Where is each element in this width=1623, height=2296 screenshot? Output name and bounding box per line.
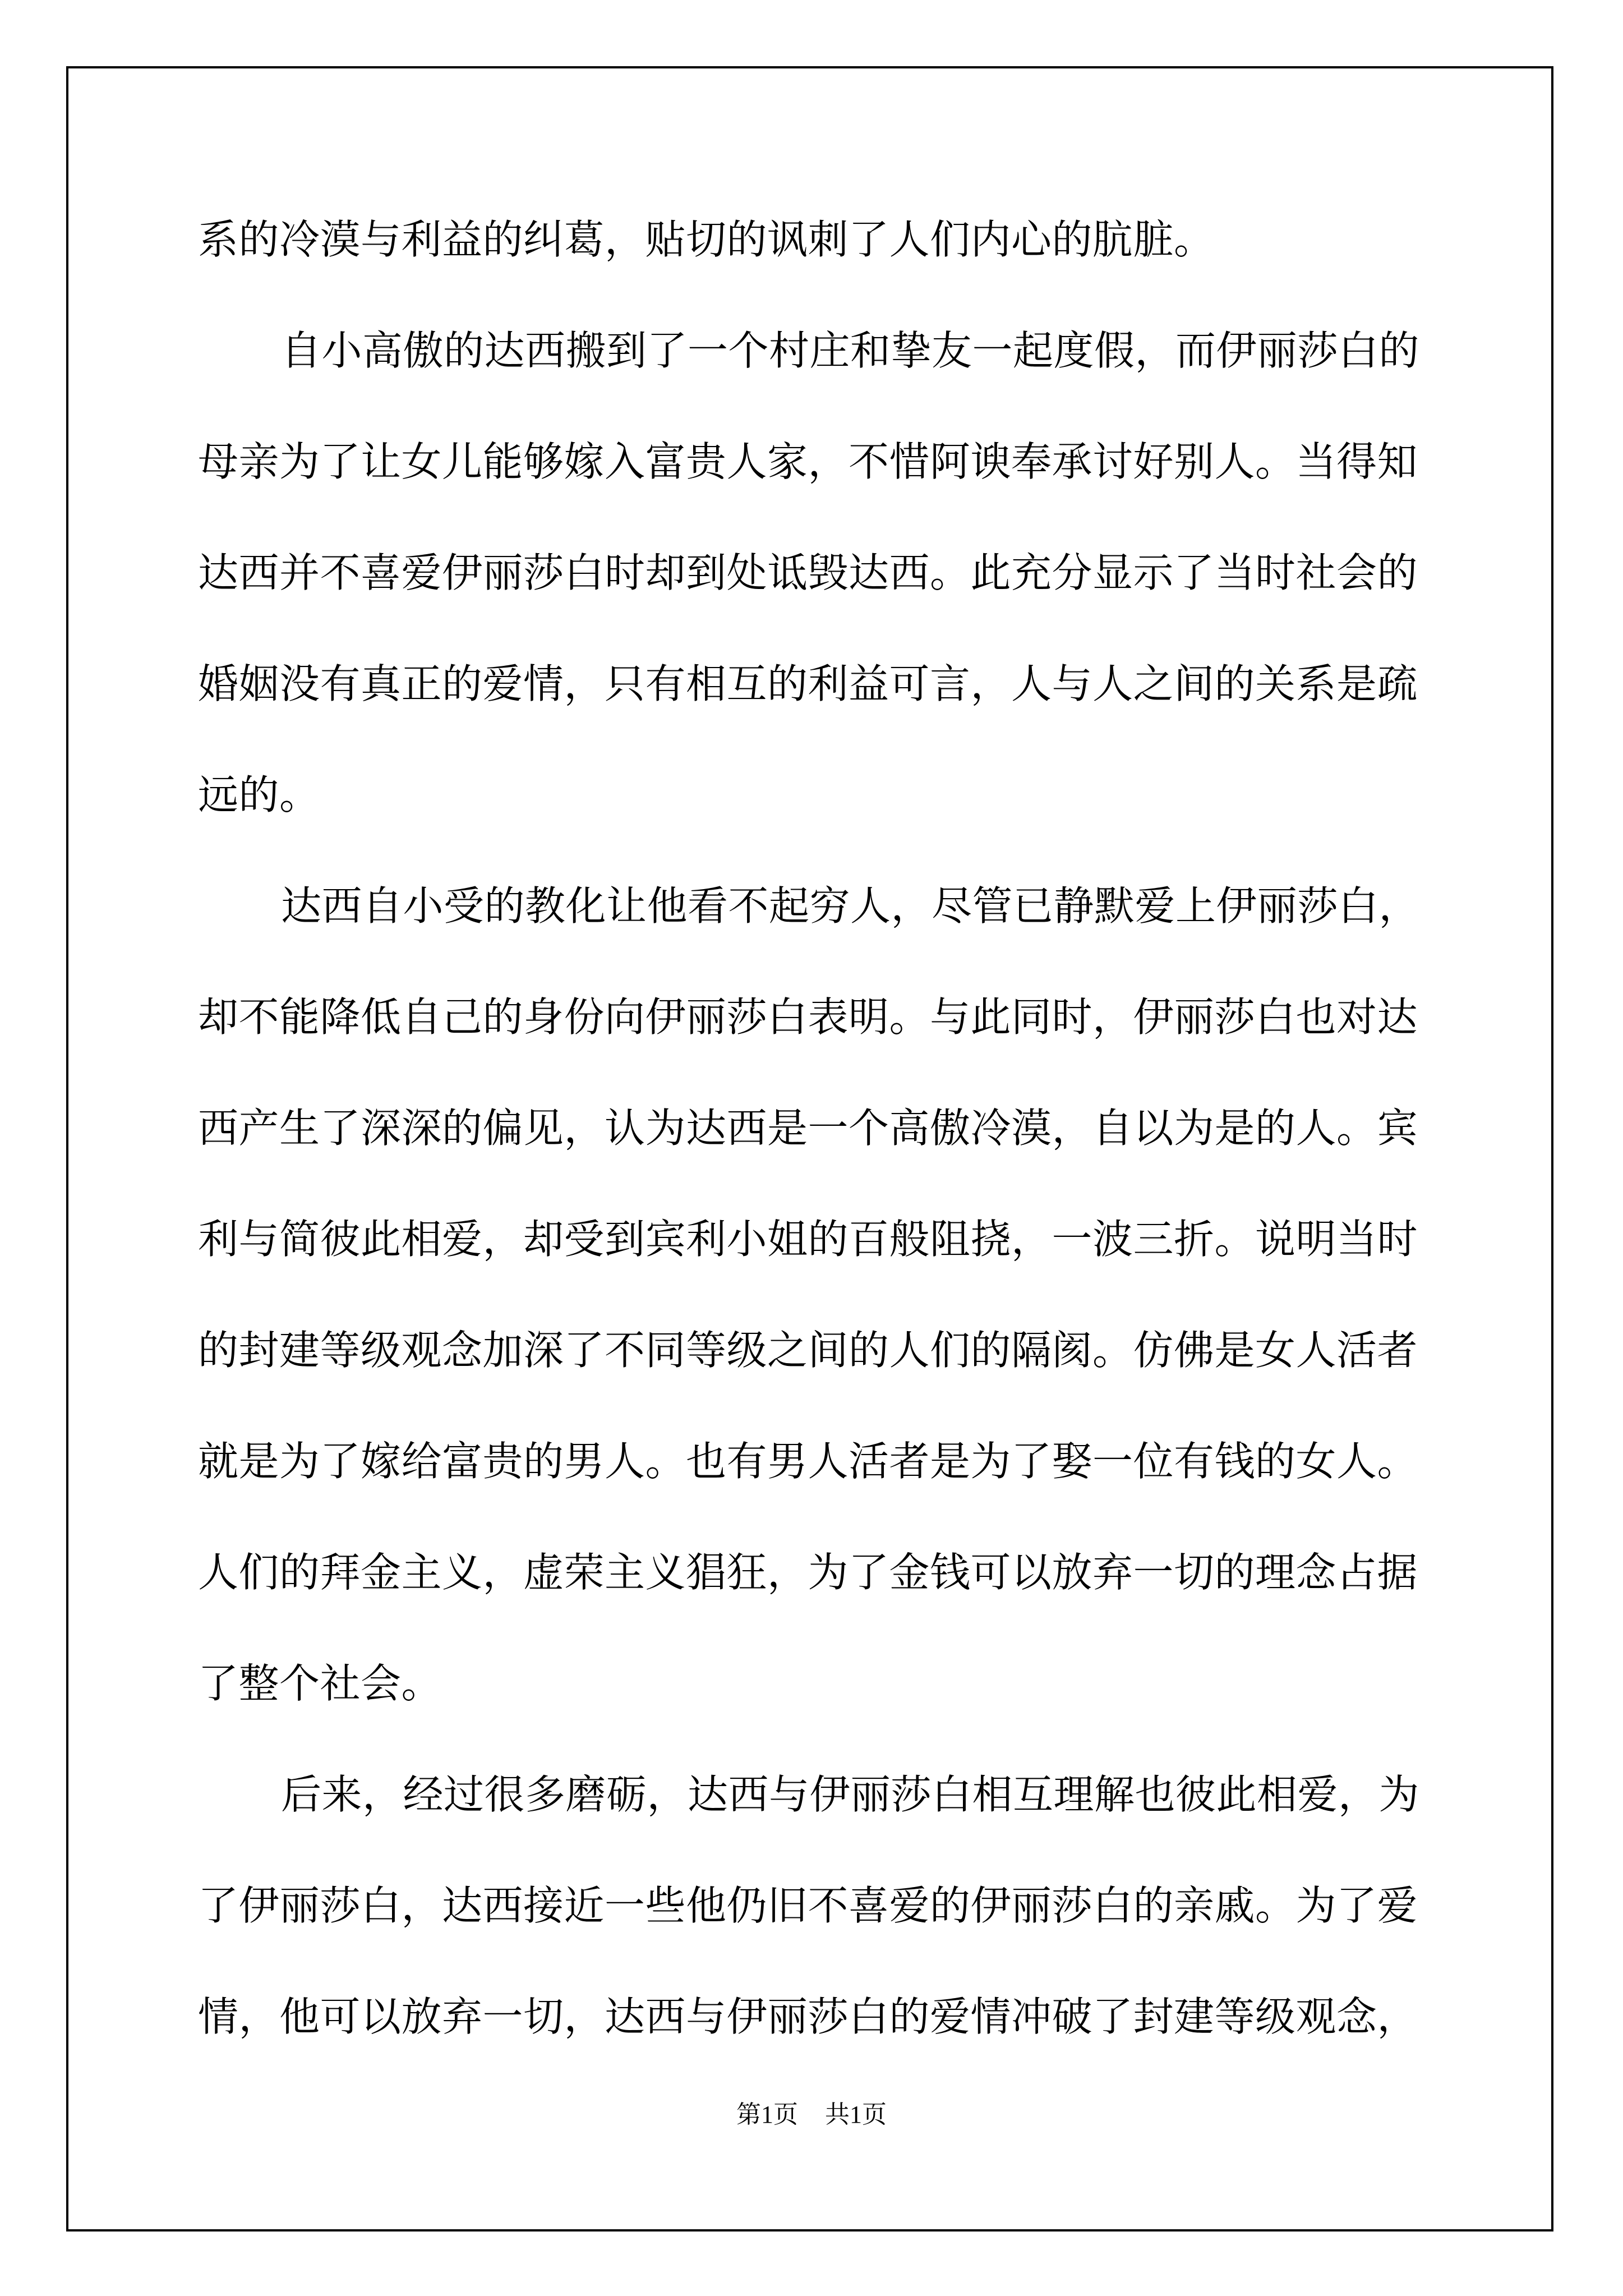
paragraph-first-line: 自小高傲的达西搬到了一个村庄和挚友一起度假，而伊丽莎白的	[281, 327, 1420, 374]
text-line: 远的。	[198, 771, 320, 818]
text-line: 就是为了嫁给富贵的男人。也有男人活者是为了娶一位有钱的女人。	[198, 1438, 1418, 1485]
page-footer	[0, 2098, 1623, 2132]
text-line: 系的冷漠与利益的纠葛，贴切的讽刺了人们内心的肮脏。	[198, 216, 1215, 263]
text-line: 的封建等级观念加深了不同等级之间的人们的隔阂。仿佛是女人活者	[198, 1327, 1418, 1374]
text-line: 母亲为了让女儿能够嫁入富贵人家，不惜阿谀奉承讨好别人。当得知	[198, 438, 1418, 485]
text-line: 却不能降低自己的身份向伊丽莎白表明。与此同时，伊丽莎白也对达	[198, 993, 1418, 1041]
text-line: 利与简彼此相爱，却受到宾利小姐的百般阻挠，一波三折。说明当时	[198, 1216, 1418, 1263]
text-line: 情，他可以放弃一切，达西与伊丽莎白的爱情冲破了封建等级观念，	[198, 1993, 1418, 2040]
page-number: 第1页	[736, 2101, 798, 2128]
paragraph-first-line: 后来，经过很多磨砺，达西与伊丽莎白相互理解也彼此相爱，为	[281, 1771, 1420, 1818]
text-line: 婚姻没有真正的爱情，只有相互的利益可言，人与人之间的关系是疏	[198, 660, 1418, 707]
page-total: 共1页	[825, 2101, 887, 2128]
text-line: 达西并不喜爱伊丽莎白时却到处诋毁达西。此充分显示了当时社会的	[198, 549, 1418, 596]
text-line: 了整个社会。	[198, 1660, 442, 1707]
text-line: 西产生了深深的偏见，认为达西是一个高傲冷漠，自以为是的人。宾	[198, 1105, 1418, 1152]
text-line: 人们的拜金主义，虚荣主义猖狂，为了金钱可以放弃一切的理念占据	[198, 1549, 1418, 1596]
paragraph-first-line: 达西自小受的教化让他看不起穷人，尽管已静默爱上伊丽莎白，	[281, 882, 1420, 930]
text-line: 了伊丽莎白，达西接近一些他仍旧不喜爱的伊丽莎白的亲戚。为了爱	[198, 1882, 1418, 1929]
